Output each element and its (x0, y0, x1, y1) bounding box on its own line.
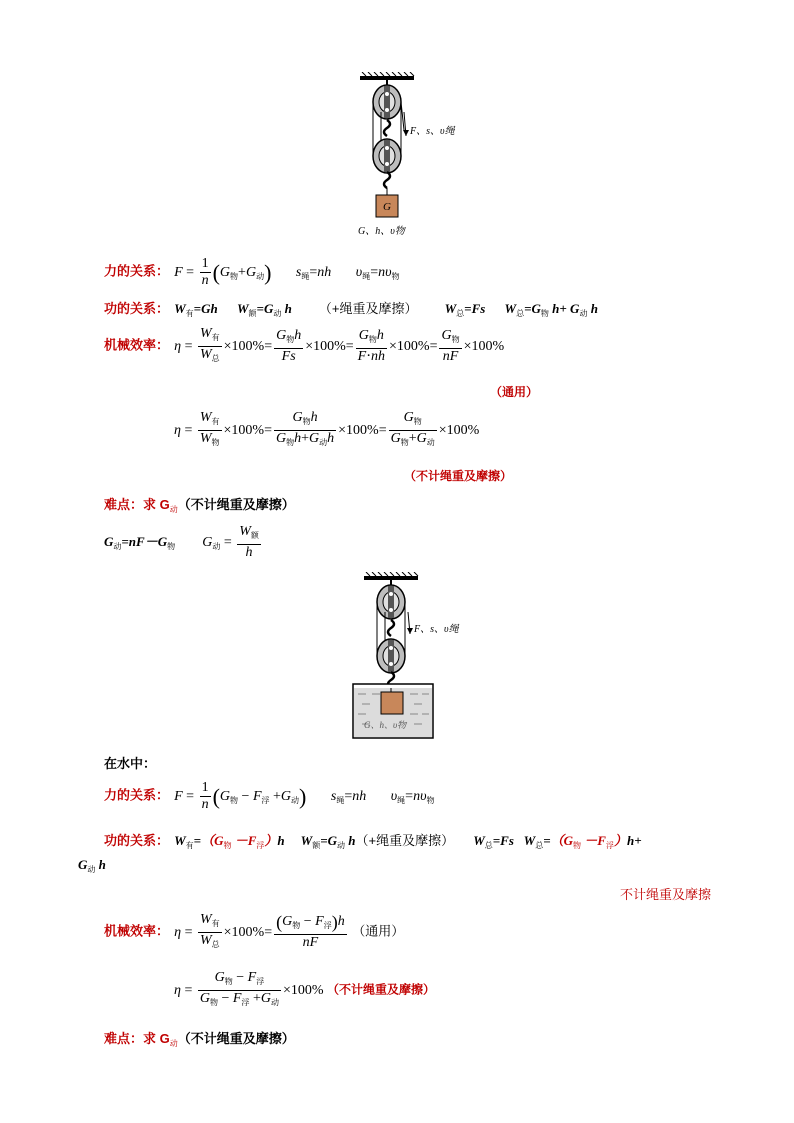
water-force-row (104, 780, 435, 813)
work-note: （+绳重及摩擦） (318, 301, 418, 316)
difficulty-label: 难点：求 $G_动$ (104, 497, 178, 514)
g-moving-formula-1: $G_动=nF-G_物$ (104, 533, 176, 551)
in-water-heading: 在水中： (104, 756, 157, 771)
water-difficulty-label: 难点：求 $G_动$ (104, 1031, 178, 1048)
water-difficulty-note: （不计绳重及摩擦） (177, 1031, 295, 1046)
difficulty-row (104, 494, 295, 515)
water-difficulty-row (104, 1028, 295, 1049)
work-relation-row: 功的关系： $W_有=Gh$ $W_额=G_动$ h （+绳重及摩擦） $W_总=Fs$ $W_总=G_物$ $h+ G_动$ h (104, 301, 598, 318)
efficiency-formula: η = $\frac{W_有}{W_总}$ ×100%= $\frac{G_物h}{Fs}$ ×100%= $\frac{G_物h}{F\cdot nh}$ ×100%= $\frac{G_物}{nF}$ ×100% (174, 326, 505, 364)
force-label: F、s、υ绳 (410, 126, 455, 137)
water-work-formula-cont: $G_动$ h (78, 857, 106, 874)
water-efficiency-ideal-row (174, 970, 435, 1011)
work-formula: $W_有=Gh$ $W_额=G_动$ h (174, 301, 292, 318)
water-force-label: 力的关系： (104, 787, 170, 803)
efficiency-row (104, 326, 504, 367)
difficulty-note: （不计绳重及摩擦） (177, 497, 295, 512)
water-force-formula: F = $\frac{1}{n}$ $(G_物 - F_浮 +G_动)$ $s_绳=nh$ $\upsilon_绳=n\upsilon_物$ (174, 780, 435, 812)
ideal-note: （不计绳重及摩擦） (404, 469, 513, 483)
efficiency-ideal-row (174, 410, 479, 451)
water-work-row: 功的关系： $W_有=(G_物 -F_浮)h$ $W_额=G_动$ h（+绳重及摩擦） $W_总=Fs$ $W_总=(G_物 -F_浮)h+$ (104, 833, 642, 850)
pulley-diagram-1 (350, 72, 470, 240)
weight-label: G (383, 201, 391, 213)
force-formula: F = $\frac{1}{n}$ $(G_物+G_动)$ $s_绳=nh$ $\upsilon_绳=n\upsilon_物$ (174, 256, 400, 288)
water-general-note: （通用） (352, 923, 405, 939)
force-relation-row (104, 256, 400, 289)
water-efficiency-label: 机械效率： (104, 923, 170, 939)
efficiency-label: 机械效率： (104, 337, 170, 353)
force-relation-label: 力的关系： (104, 263, 170, 279)
water-right-note: 不计绳重及摩擦 (620, 887, 712, 902)
water-force-label: F、s、υ绳 (414, 624, 459, 635)
efficiency-ideal-formula: η = $\frac{W_有}{W_物}$ ×100%= $\frac{G_物h}{G_物h+G_动h}$ ×100%= $\frac{G_物}{G_物+G_动}$ ×100% (174, 410, 480, 447)
water-figure-caption: G、h、υ物 (364, 720, 407, 730)
g-moving-formula-2: $G_动$ = $\frac{W_额}{h}$ (202, 524, 259, 560)
water-efficiency-formula: η = $\frac{W_有}{W_总}$ ×100%= $\frac{(G_物 - F_浮)h}{nF}$ (174, 911, 345, 951)
water-ideal-note: （不计绳重及摩擦） (327, 982, 436, 997)
work-relation-label: 功的关系： (104, 301, 170, 316)
g-moving-row (104, 524, 263, 561)
water-work-note: （+绳重及摩擦） (355, 833, 455, 848)
water-work-label: 功的关系： (104, 833, 170, 848)
general-note: （通用） (490, 385, 539, 399)
figure-caption: G、h、υ物 (358, 226, 405, 237)
water-work-formula: $W_有=(G_物 -F_浮)h$ $W_额=G_动$ h (174, 833, 356, 850)
pulley-diagram-water (350, 572, 476, 742)
water-efficiency-row (104, 912, 404, 953)
water-efficiency-ideal-formula: η = $\frac{G_物 - F_浮}{G_物 - F_浮 +G_动}$ ×100% (174, 970, 328, 1007)
